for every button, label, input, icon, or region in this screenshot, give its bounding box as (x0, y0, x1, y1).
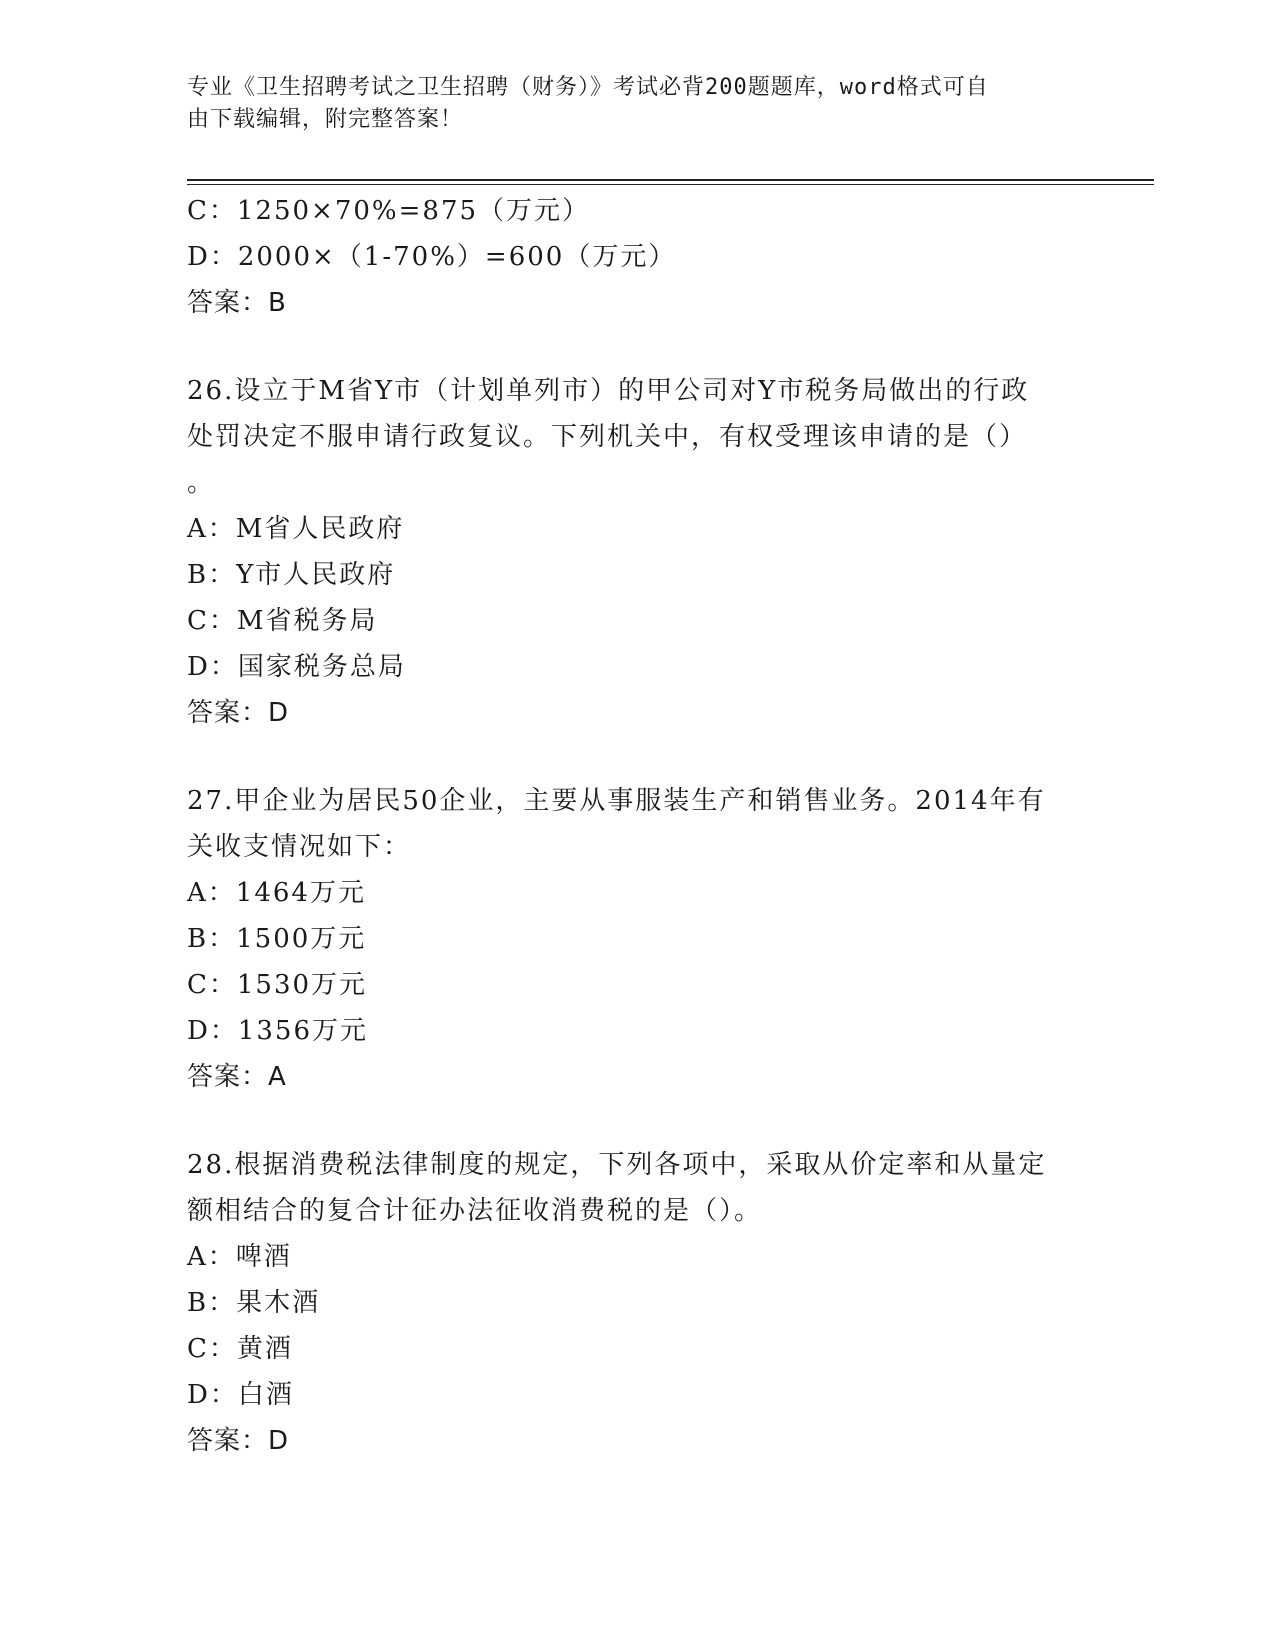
previous-question-tail (187, 188, 1087, 326)
question-27 (187, 778, 1087, 1100)
answer-line: 答案：D (187, 698, 290, 728)
question-28 (187, 1142, 1087, 1464)
option-a: A：1464万元 (187, 878, 366, 908)
option-d: D：国家税务总局 (187, 652, 406, 682)
option-b: B：果木酒 (187, 1288, 321, 1318)
option-d: D：1356万元 (187, 1016, 369, 1046)
option-d: D：白酒 (187, 1380, 294, 1410)
option-d: D：2000×（1-70%）=600（万元） (187, 242, 677, 272)
question-stem: 27.甲企业为居民50企业，主要从事服装生产和销售业务。2014年有 关收支情况如下： (187, 786, 1046, 862)
option-c: C：1250×70%=875（万元） (187, 196, 591, 226)
header-divider-thick (187, 179, 1154, 181)
header-title-line-1: 专业《卫生招聘考试之卫生招聘（财务）》考试必背200题题库，word格式可自 (187, 75, 989, 100)
document-header (187, 72, 1087, 136)
question-content (187, 188, 1087, 1464)
option-a: A：M省人民政府 (187, 514, 405, 544)
option-c: C：M省税务局 (187, 606, 378, 636)
answer-line: 答案：A (187, 1062, 287, 1092)
answer-line: 答案：B (187, 288, 287, 318)
question-26 (187, 368, 1087, 736)
option-a: A：啤酒 (187, 1242, 292, 1272)
header-title-line-2: 由下载编辑，附完整答案！ (187, 107, 464, 132)
option-b: B：Y市人民政府 (187, 560, 396, 590)
answer-line: 答案：D (187, 1426, 290, 1456)
question-stem: 26.设立于M省Y市（计划单列市）的甲公司对Y市税务局做出的行政 处罚决定不服申请行政复议。下列机关中，有权受理该申请的是（） 。 (187, 376, 1030, 498)
header-divider-thin (187, 184, 1154, 185)
option-b: B：1500万元 (187, 924, 367, 954)
option-c: C：黄酒 (187, 1334, 293, 1364)
option-c: C：1530万元 (187, 970, 368, 1000)
question-stem: 28.根据消费税法律制度的规定，下列各项中，采取从价定率和从量定 额相结合的复合计征办法征收消费税的是（）。 (187, 1150, 1047, 1226)
